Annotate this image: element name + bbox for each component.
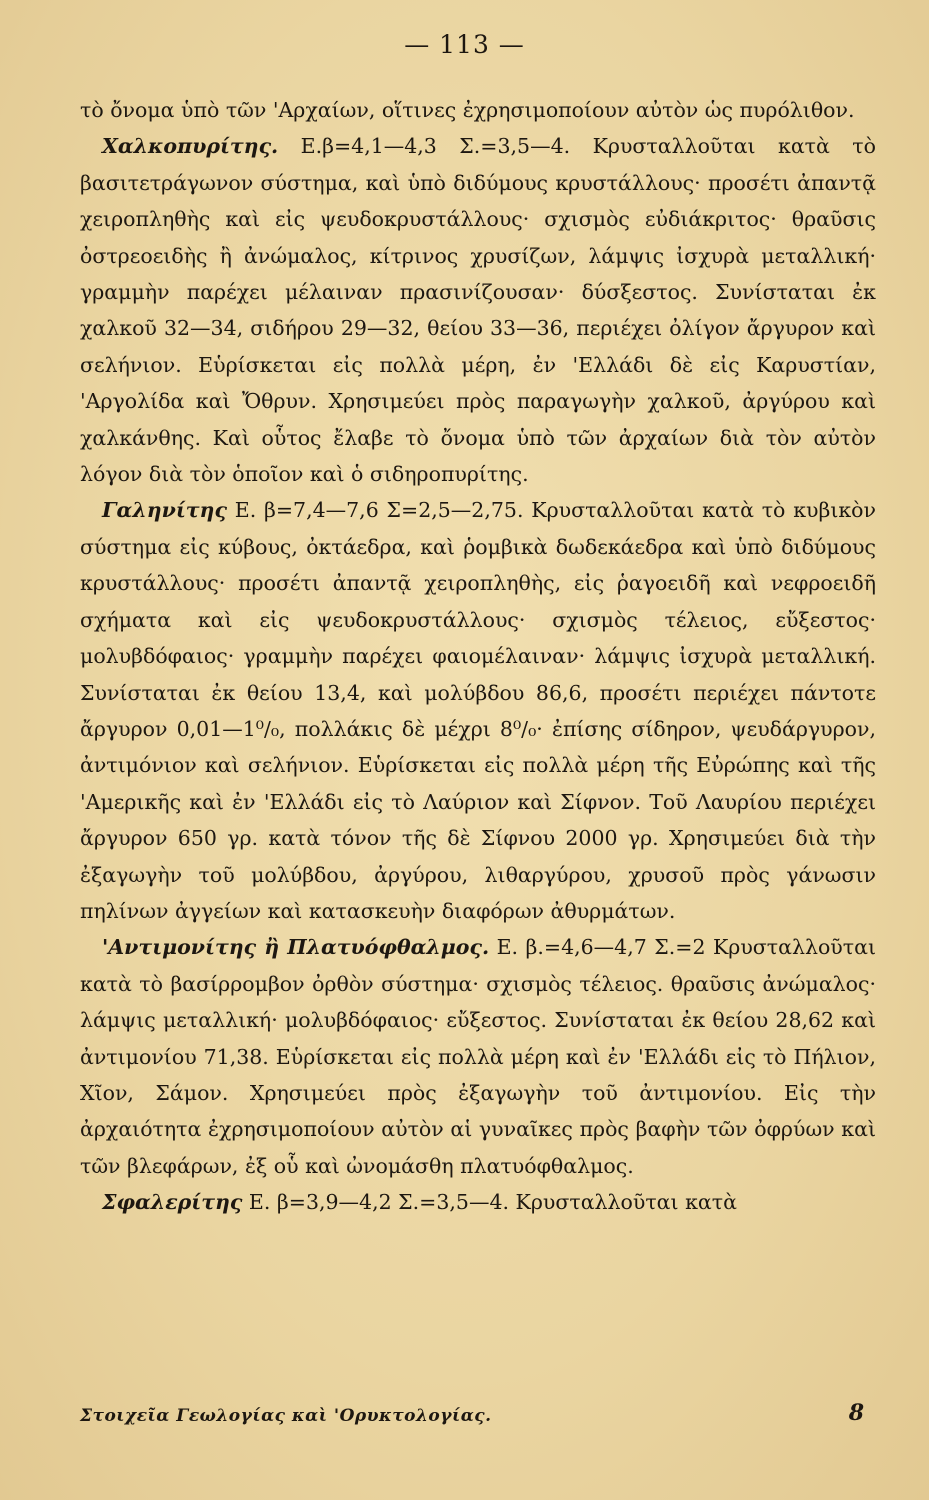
mineral-term: Σφαλερίτης	[102, 1190, 243, 1215]
page-footer	[80, 1400, 876, 1436]
paragraph-text: Ε.β=4,1—4,3 Σ.=3,5—4. Κρυσταλλοῦται κατὰ τὸ βασιτετράγωνον σύστημα, καὶ ὑπὸ διδύμους κρυστάλλους· προσέτι ἀπαντᾷ χειροπληθὴς καὶ εἰς ψευδοκρυστάλλους· σχισμὸς εὐδιάκριτος· θραῦσις ὀστρεοειδὴς ἢ ἀνώμαλος, κίτρινος χρυσίζων, λάμψις ἰσχυρὰ μεταλλική· γραμμὴν παρέχει μέλαιναν πρασινίζουσαν· δύσξεστος. Συνίσταται ἐκ χαλκοῦ 32—34, σιδήρου 29—32, θείου 33—36, περιέχει ὀλίγον ἄργυρον καὶ σελήνιον. Εὑρίσκεται εἰς πολλὰ μέρη, ἐν 'Ελλάδι δὲ εἰς Καρυστίαν, 'Αργολίδα καὶ Ὄθρυν. Χρησιμεύει πρὸς παραγωγὴν χαλκοῦ, ἀργύρου καὶ χαλκάνθης. Καὶ οὗτος ἔλαβε τὸ ὄνομα ὑπὸ τῶν ἀρχαίων διὰ τὸν αὐτὸν λόγον διὰ τὸν ὁποῖον καὶ ὁ σιδηροπυρίτης.	[80, 134, 876, 487]
paragraph-text: Ε. β.=4,6—4,7 Σ.=2 Κρυσταλλοῦται κατὰ τὸ βασίρρομβον ὀρθὸν σύστημα· σχισμὸς τέλειος. θραῦσις ἀνώμαλος· λάμψις μεταλλική· μολυβδόφαιος· εὔξεστος. Συνίσταται ἐκ θείου 28,62 καὶ ἀντιμονίου 71,38. Εὑρίσκεται εἰς πολλὰ μέρη καὶ ἐν 'Ελλάδι εἰς τὸ Πήλιον, Χῖον, Σάμον. Χρησιμεύει πρὸς ἐξαγωγὴν τοῦ ἀντιμονίου. Εἰς τὴν ἀρχαιότητα ἐχρησιμοποίουν αὐτὸν αἱ γυναῖκες πρὸς βαφὴν τῶν ὀφρύων καὶ τῶν βλεφάρων, ἐξ οὗ καὶ ὠνομάσθη πλατυόφθαλμος.	[80, 935, 876, 1178]
entry-stibnite	[80, 929, 876, 1184]
page-body	[80, 92, 876, 1221]
paragraph-text: τὸ ὄνομα ὑπὸ τῶν 'Αρχαίων, οἵτινες ἐχρησιμοποίουν αὐτὸν ὡς πυρόλιθον.	[80, 98, 855, 122]
mineral-term: Χαλκοπυρίτης.	[102, 134, 279, 159]
page-number: — 113 —	[404, 30, 525, 59]
signature-mark: 8	[848, 1400, 864, 1426]
paragraph-text: Ε. β=7,4—7,6 Σ=2,5—2,75. Κρυσταλλοῦται κατὰ τὸ κυβικὸν σύστημα εἰς κύβους, ὀκτάεδρα, καὶ ῥομβικὰ δωδεκάεδρα καὶ ὑπὸ διδύμους κρυστάλλους· προσέτι ἀπαντᾷ χειροπληθὴς, εἰς ῥαγοειδῆ καὶ νεφροειδῆ σχήματα καὶ εἰς ψευδοκρυστάλλους· σχισμὸς τέλειος, εὔξεστος· μολυβδόφαιος· γραμμὴν παρέχει φαιομέλαιναν· λάμψις ἰσχυρὰ μεταλλική. Συνίσταται ἐκ θείου 13,4, καὶ μολύβδου 86,6, προσέτι περιέχει πάντοτε ἄργυρον 0,01—1⁰/₀, πολλάκις δὲ μέχρι 8⁰/₀· ἐπίσης σίδηρον, ψευδάργυρον, ἀντιμόνιον καὶ σελήνιον. Εὑρίσκεται εἰς πολλὰ μέρη τῆς Εὐρώπης καὶ τῆς 'Αμερικῆς καὶ ἐν 'Ελλάδι εἰς τὸ Λαύριον καὶ Σίφνον. Τοῦ Λαυρίου περιέχει ἄργυρον 650 γρ. κατὰ τόνον τῆς δὲ Σίφνου 2000 γρ. Χρησιμεύει διὰ τὴν ἐξαγωγὴν τοῦ μολύβδου, ἀργύρου, λιθαργύρου, χρυσοῦ πρὸς γάνωσιν πηλίνων ἀγγείων καὶ κατασκευὴν διαφόρων ἀθυρμάτων.	[80, 498, 876, 923]
mineral-term: Γαληνίτης	[102, 498, 227, 523]
mineral-term: 'Αντιμονίτης ἢ Πλατυόφθαλμος.	[102, 935, 490, 960]
entry-chalcopyrite	[80, 128, 876, 492]
entry-sphalerite	[80, 1184, 876, 1220]
signature-line-title: Στοιχεῖα Γεωλογίας καὶ 'Ορυκτολογίας.	[80, 1406, 492, 1426]
paragraph-continuation	[80, 92, 876, 128]
entry-galena	[80, 492, 876, 929]
paragraph-text: Ε. β=3,9—4,2 Σ.=3,5—4. Κρυσταλλοῦται κατὰ	[248, 1190, 737, 1215]
